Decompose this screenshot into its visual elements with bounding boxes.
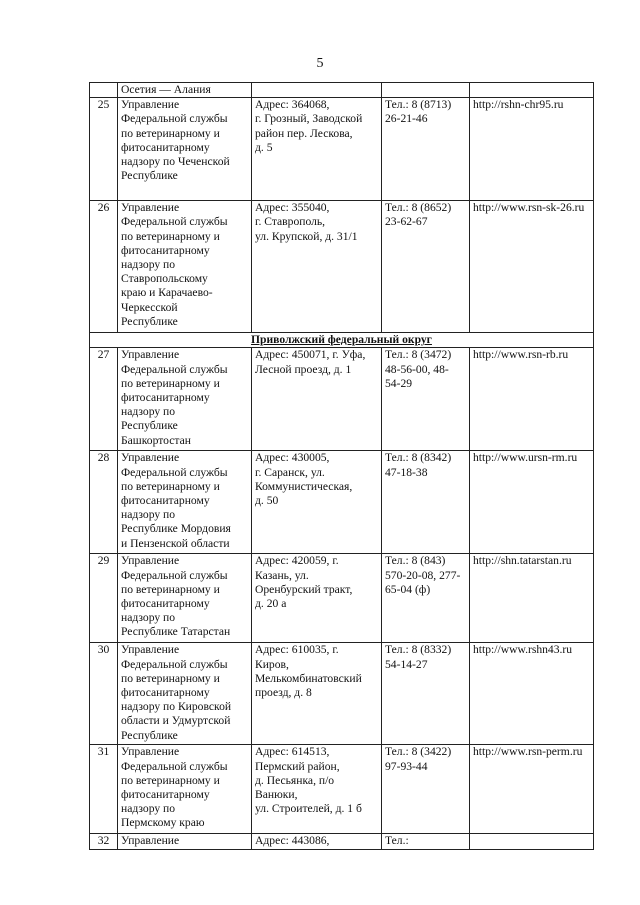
phone-cell: Тел.: 8 (843) 570-20-08, 277- 65-04 (ф) xyxy=(382,554,470,643)
row-number: 29 xyxy=(90,554,118,643)
continued-office-name: Осетия — Алания xyxy=(118,83,252,98)
website-cell[interactable]: http://rshn-chr95.ru xyxy=(470,98,594,201)
address-cell xyxy=(252,83,382,98)
website-cell[interactable]: http://www.rsn-rb.ru xyxy=(470,348,594,451)
phone-cell: Тел.: 8 (3472) 48-56-00, 48- 54-29 xyxy=(382,348,470,451)
row-number: 31 xyxy=(90,745,118,834)
phone-cell: Тел.: 8 (8713) 26-21-46 xyxy=(382,98,470,201)
row-number: 27 xyxy=(90,348,118,451)
district-header-row xyxy=(90,333,594,348)
address-cell: Адрес: 355040, г. Ставрополь, ул. Крупской, д. 31/1 xyxy=(252,201,382,333)
table-row xyxy=(90,201,594,333)
row-number: 32 xyxy=(90,834,118,849)
address-cell: Адрес: 610035, г. Киров, Мелькомбинатовский проезд, д. 8 xyxy=(252,643,382,745)
phone-cell: Тел.: 8 (8652) 23-62-67 xyxy=(382,201,470,333)
office-name: Управление Федеральной службы по ветеринарному и фитосанитарному надзору по Кировской области и Удмуртской Республике xyxy=(118,643,252,745)
phone-cell xyxy=(382,83,470,98)
phone-cell: Тел.: 8 (8342) 47-18-38 xyxy=(382,451,470,554)
office-name: Управление Федеральной службы по ветеринарному и фитосанитарному надзору по Пермскому краю xyxy=(118,745,252,834)
address-cell: Адрес: 364068, г. Грозный, Заводской район пер. Лескова, д. 5 xyxy=(252,98,382,201)
website-cell[interactable]: http://www.rsn-perm.ru xyxy=(470,745,594,834)
table-body-top xyxy=(90,83,594,333)
table-row xyxy=(90,745,594,834)
website-cell xyxy=(470,83,594,98)
territorial-offices-table xyxy=(89,82,594,850)
district-header-section xyxy=(90,333,594,348)
row-number xyxy=(90,83,118,98)
office-name: Управление Федеральной службы по ветеринарному и фитосанитарному надзору по Ставропольскому краю и Карачаево- Черкесской Республике xyxy=(118,201,252,333)
table-row xyxy=(90,348,594,451)
district-header: Приволжский федеральный округ xyxy=(90,333,594,348)
row-number: 30 xyxy=(90,643,118,745)
address-cell: Адрес: 420059, г. Казань, ул. Оренбурский тракт, д. 20 а xyxy=(252,554,382,643)
table-row xyxy=(90,834,594,849)
address-cell: Адрес: 614513, Пермский район, д. Песьянка, п/о Ванюки, ул. Строителей, д. 1 б xyxy=(252,745,382,834)
table-row xyxy=(90,643,594,745)
phone-cell: Тел.: 8 (8332) 54-14-27 xyxy=(382,643,470,745)
address-cell: Адрес: 450071, г. Уфа, Лесной проезд, д. 1 xyxy=(252,348,382,451)
table-row xyxy=(90,554,594,643)
row-number: 26 xyxy=(90,201,118,333)
table-body-bottom xyxy=(90,348,594,849)
website-cell[interactable]: http://www.ursn-rm.ru xyxy=(470,451,594,554)
page-number: 5 xyxy=(316,56,324,71)
table-row xyxy=(90,451,594,554)
address-cell: Адрес: 430005, г. Саранск, ул. Коммунистическая, д. 50 xyxy=(252,451,382,554)
office-name: Управление Федеральной службы по ветеринарному и фитосанитарному надзору по Республике Татарстан xyxy=(118,554,252,643)
website-cell[interactable]: http://www.rsn-sk-26.ru xyxy=(470,201,594,333)
office-name: Управление Федеральной службы по ветеринарному и фитосанитарному надзору по Республике Мордовия и Пензенской области xyxy=(118,451,252,554)
office-name: Управление Федеральной службы по ветеринарному и фитосанитарному надзору по Чеченской Республике xyxy=(118,98,252,201)
address-cell: Адрес: 443086, xyxy=(252,834,382,849)
website-cell[interactable]: http://shn.tatarstan.ru xyxy=(470,554,594,643)
website-cell[interactable] xyxy=(470,834,594,849)
table-row xyxy=(90,98,594,201)
row-number: 25 xyxy=(90,98,118,201)
office-name: Управление Федеральной службы по ветеринарному и фитосанитарному надзору по Республике Башкортостан xyxy=(118,348,252,451)
row-number: 28 xyxy=(90,451,118,554)
phone-cell: Тел.: 8 (3422) 97-93-44 xyxy=(382,745,470,834)
website-cell[interactable]: http://www.rshn43.ru xyxy=(470,643,594,745)
table-row xyxy=(90,83,594,98)
phone-cell: Тел.: xyxy=(382,834,470,849)
office-name: Управление xyxy=(118,834,252,849)
